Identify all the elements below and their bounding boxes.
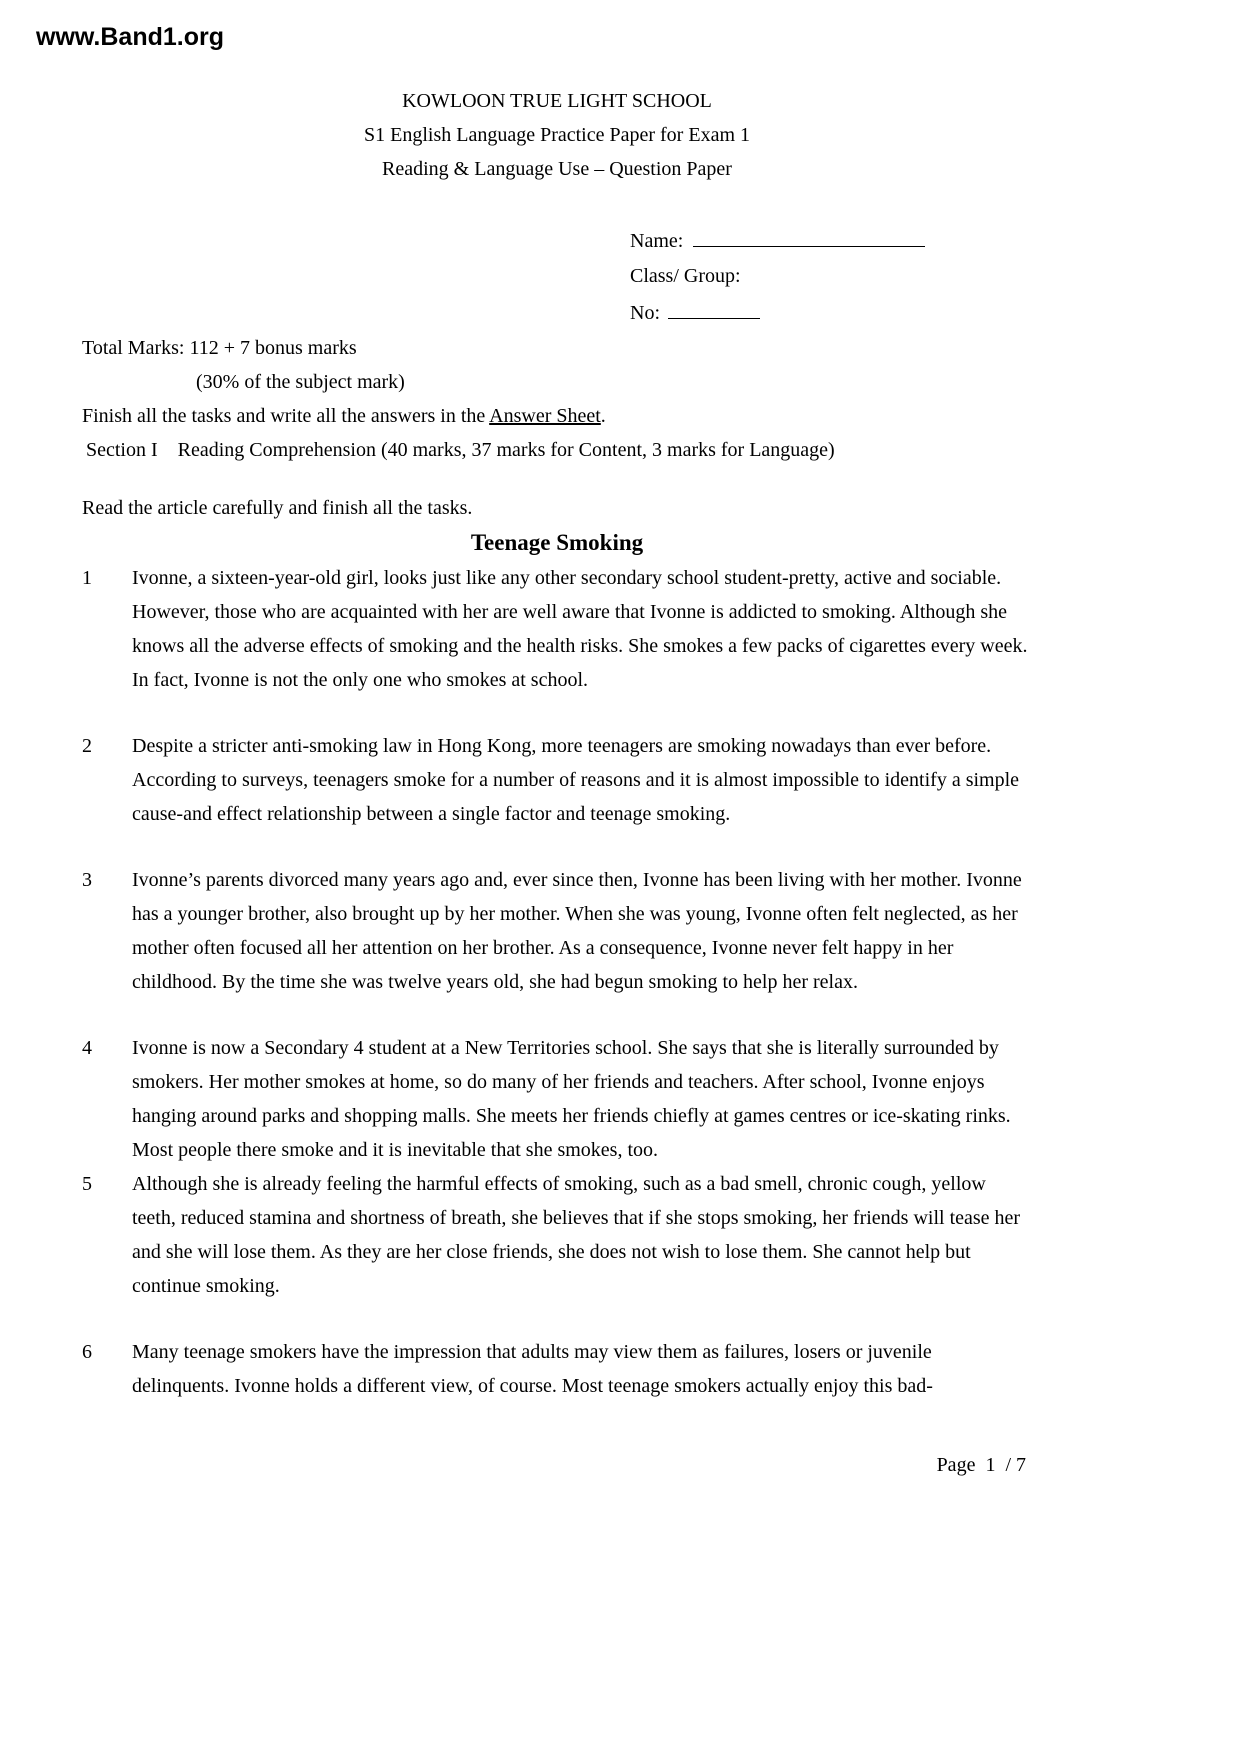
no-blank-line [668, 294, 760, 319]
paragraph-number: 2 [82, 735, 92, 757]
school-name: KOWLOON TRUE LIGHT SCHOOL [402, 90, 712, 112]
class-group-label: Class/ Group: [630, 265, 741, 287]
student-info-block [630, 222, 1032, 331]
paragraph-text: Ivonne is now a Secondary 4 student at a New Territories school. She says that she is literally surrounded by smokers. Her mother smokes at home, so do many of her friends and teachers. After school, Ivonne enjoys hanging around parks and shopping malls. She meets her friends chiefly at games centres or ice-skating rinks. Most people there smoke and it is inevitable that she smokes, too. [132, 1037, 1011, 1161]
paragraph-number: 5 [82, 1173, 92, 1195]
paragraph-text: Despite a stricter anti-smoking law in Hong Kong, more teenagers are smoking nowadays than ever before. According to surveys, teenagers smoke for a number of reasons and it is almost impossible to identify a simple cause-and effect relationship between a single factor and teenage smoking. [132, 735, 1020, 825]
paragraph-text: Ivonne’s parents divorced many years ago and, ever since then, Ivonne has been living with her mother. Ivonne has a younger brother, also brought up by her mother. When she was young, Ivonne often felt neglected, as her mother often focused all her attention on her brother. As a consequence, Ivonne never felt happy in her childhood. By the time she was twelve years old, she had begun smoking to help her relax. [132, 869, 1022, 993]
watermark: www.Band1.org [36, 23, 224, 51]
answer-sheet-underlined: Answer Sheet [489, 405, 601, 427]
total-marks-line: Total Marks: 112 + 7 bonus marks [82, 337, 357, 359]
paragraph-text: Although she is already feeling the harmful effects of smoking, such as a bad smell, chronic cough, yellow teeth, reduced stamina and shortness of breath, she believes that if she stops smoking, her friends will tease her and she will lose them. As they are her close friends, she does not wish to lose them. She cannot help but continue smoking. [132, 1173, 1021, 1297]
finish-instruction-pre: Finish all the tasks and write all the answers in the [82, 405, 490, 427]
paragraph-number: 4 [82, 1037, 92, 1059]
read-instruction: Read the article carefully and finish all the tasks. [82, 497, 473, 519]
paper-title: S1 English Language Practice Paper for Exam 1 [364, 124, 750, 146]
name-label: Name: [630, 230, 684, 252]
no-label: No: [630, 302, 660, 324]
paragraph-5 [82, 1167, 1032, 1303]
paragraph-3 [82, 863, 1032, 999]
paragraph-number: 3 [82, 869, 92, 891]
paragraph-1 [82, 561, 1032, 697]
finish-instruction-post: . [600, 405, 606, 427]
article-title: Teenage Smoking [470, 530, 644, 555]
name-blank-line [693, 222, 925, 247]
section-heading: Section I Reading Comprehension (40 marks, 37 marks for Content, 3 marks for Language) [86, 439, 835, 461]
paragraph-2 [82, 729, 1032, 831]
paragraph-number: 6 [82, 1341, 92, 1363]
class-group-row [630, 259, 1032, 294]
paragraph-number: 1 [82, 567, 92, 589]
paragraph-text: Ivonne, a sixteen-year-old girl, looks just like any other secondary school student-pretty, active and sociable. However, those who are acquainted with her are well aware that Ivonne is addicted to smoking. Although she knows all the adverse effects of smoking and the health risks. She smokes a few packs of cigarettes every week. In fact, Ivonne is not the only one who smokes at school. [132, 567, 1028, 691]
no-row [630, 294, 1032, 331]
document-header [82, 84, 1032, 186]
page-number: Page 1 / 7 [936, 1454, 1026, 1476]
paper-subtitle: Reading & Language Use – Question Paper [382, 158, 732, 180]
paragraph-6 [82, 1335, 1032, 1403]
paragraph-4 [82, 1031, 1032, 1167]
name-row [630, 222, 1032, 259]
subject-mark-note: (30% of the subject mark) [196, 371, 405, 393]
finish-instruction [82, 399, 1032, 433]
paragraph-text: Many teenage smokers have the impression that adults may view them as failures, losers or juvenile delinquents. Ivonne holds a different view, of course. Most teenage smokers actually enjoy this bad- [132, 1341, 933, 1397]
